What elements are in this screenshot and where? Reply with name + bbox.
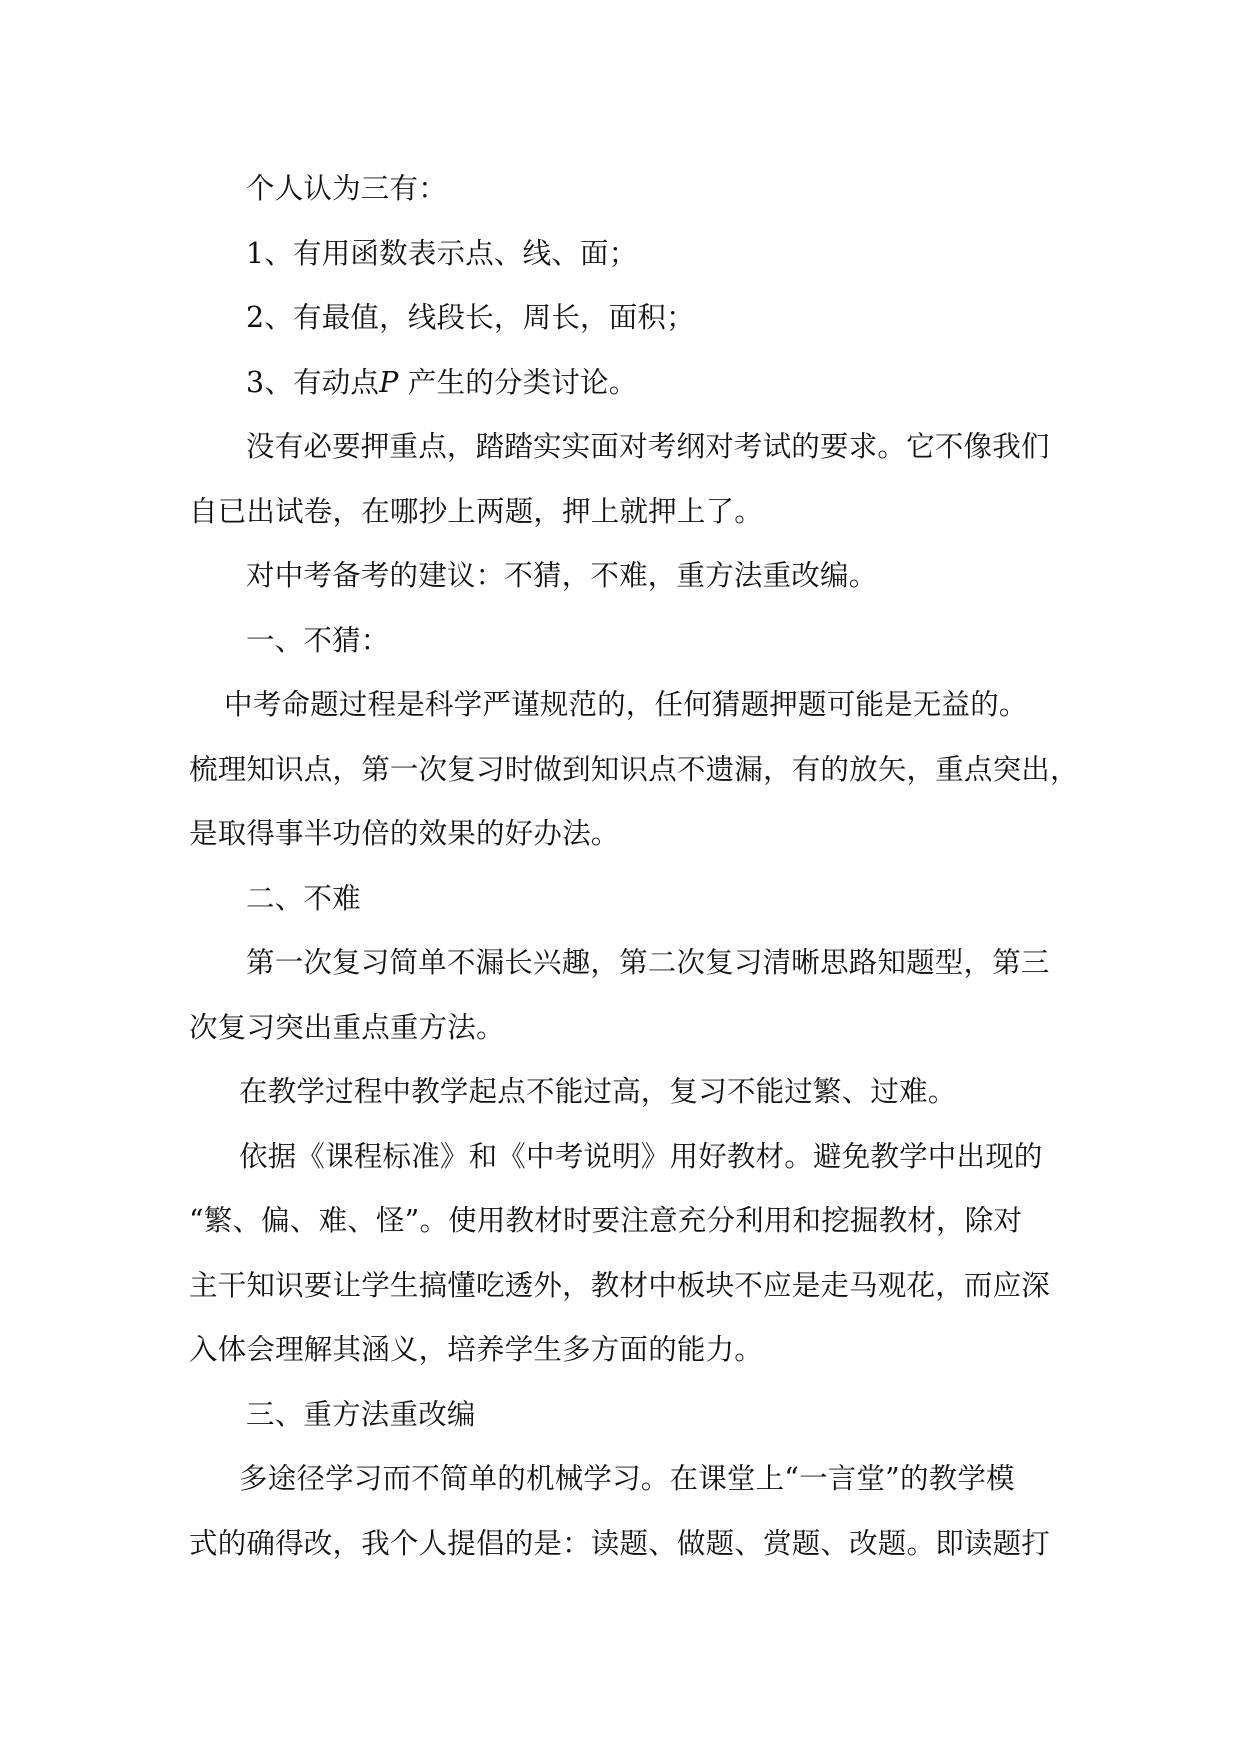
list-item-2: 2、有最值，线段长，周长，面积； bbox=[246, 301, 695, 334]
paragraph-line: 是取得事半功倍的效果的好办法。 bbox=[189, 817, 620, 850]
paragraph-line: 式的确得改，我个人提倡的是：读题、做题、赏题、改题。即读题打 bbox=[189, 1526, 1051, 1560]
paragraph-line: 第一次复习简单不漏长兴趣，第二次复习清晰思路知题型，第三 bbox=[246, 946, 1050, 979]
document-body bbox=[189, 157, 1079, 1576]
paragraph-line: 没有必要押重点，踏踏实实面对考纲对考试的要求。它不像我们 bbox=[246, 430, 1050, 463]
paragraph-line: 梳理知识点，第一次复习时做到知识点不遗漏，有的放矢，重点突出， bbox=[189, 752, 1079, 786]
paragraph-line: 中考命题过程是科学严谨规范的，任何猜题押题可能是无益的。 bbox=[224, 688, 1028, 721]
paragraph-line: 次复习突出重点重方法。 bbox=[189, 1010, 505, 1044]
paragraph-line: 多途径学习而不简单的机械学习。在课堂上“一言堂”的教学模 bbox=[239, 1462, 1015, 1495]
section-heading-3: 三、重方法重改编 bbox=[246, 1397, 476, 1431]
list-item-3: 3、有动点P 产生的分类讨论。 bbox=[246, 365, 638, 399]
paragraph-line: 依据《课程标准》和《中考说明》用好教材。避免教学中出现的 bbox=[239, 1139, 1043, 1173]
section-heading-2: 二、不难 bbox=[246, 881, 361, 915]
variable-p: P bbox=[379, 365, 399, 399]
paragraph-line: 在教学过程中教学起点不能过高，复习不能过繁、过难。 bbox=[239, 1075, 957, 1108]
paragraph-line: “繁、偏、难、怪”。使用教材时要注意充分利用和挖掘教材，除对 bbox=[189, 1204, 1023, 1237]
paragraph-line: 自已出试卷，在哪抄上两题，押上就押上了。 bbox=[189, 494, 764, 528]
list-item-1: 1、有用函数表示点、线、面； bbox=[246, 236, 638, 270]
paragraph-line: 对中考备考的建议：不猜，不难，重方法重改编。 bbox=[246, 559, 878, 592]
section-heading-1: 一、不猜： bbox=[246, 623, 390, 657]
paragraph-line: 主干知识要让学生搞懂吃透外，教材中板块不应是走马观花，而应深 bbox=[189, 1268, 1051, 1302]
paragraph-line: 个人认为三有： bbox=[246, 172, 447, 205]
paragraph-line: 入体会理解其涵义，培养学生多方面的能力。 bbox=[189, 1333, 764, 1366]
